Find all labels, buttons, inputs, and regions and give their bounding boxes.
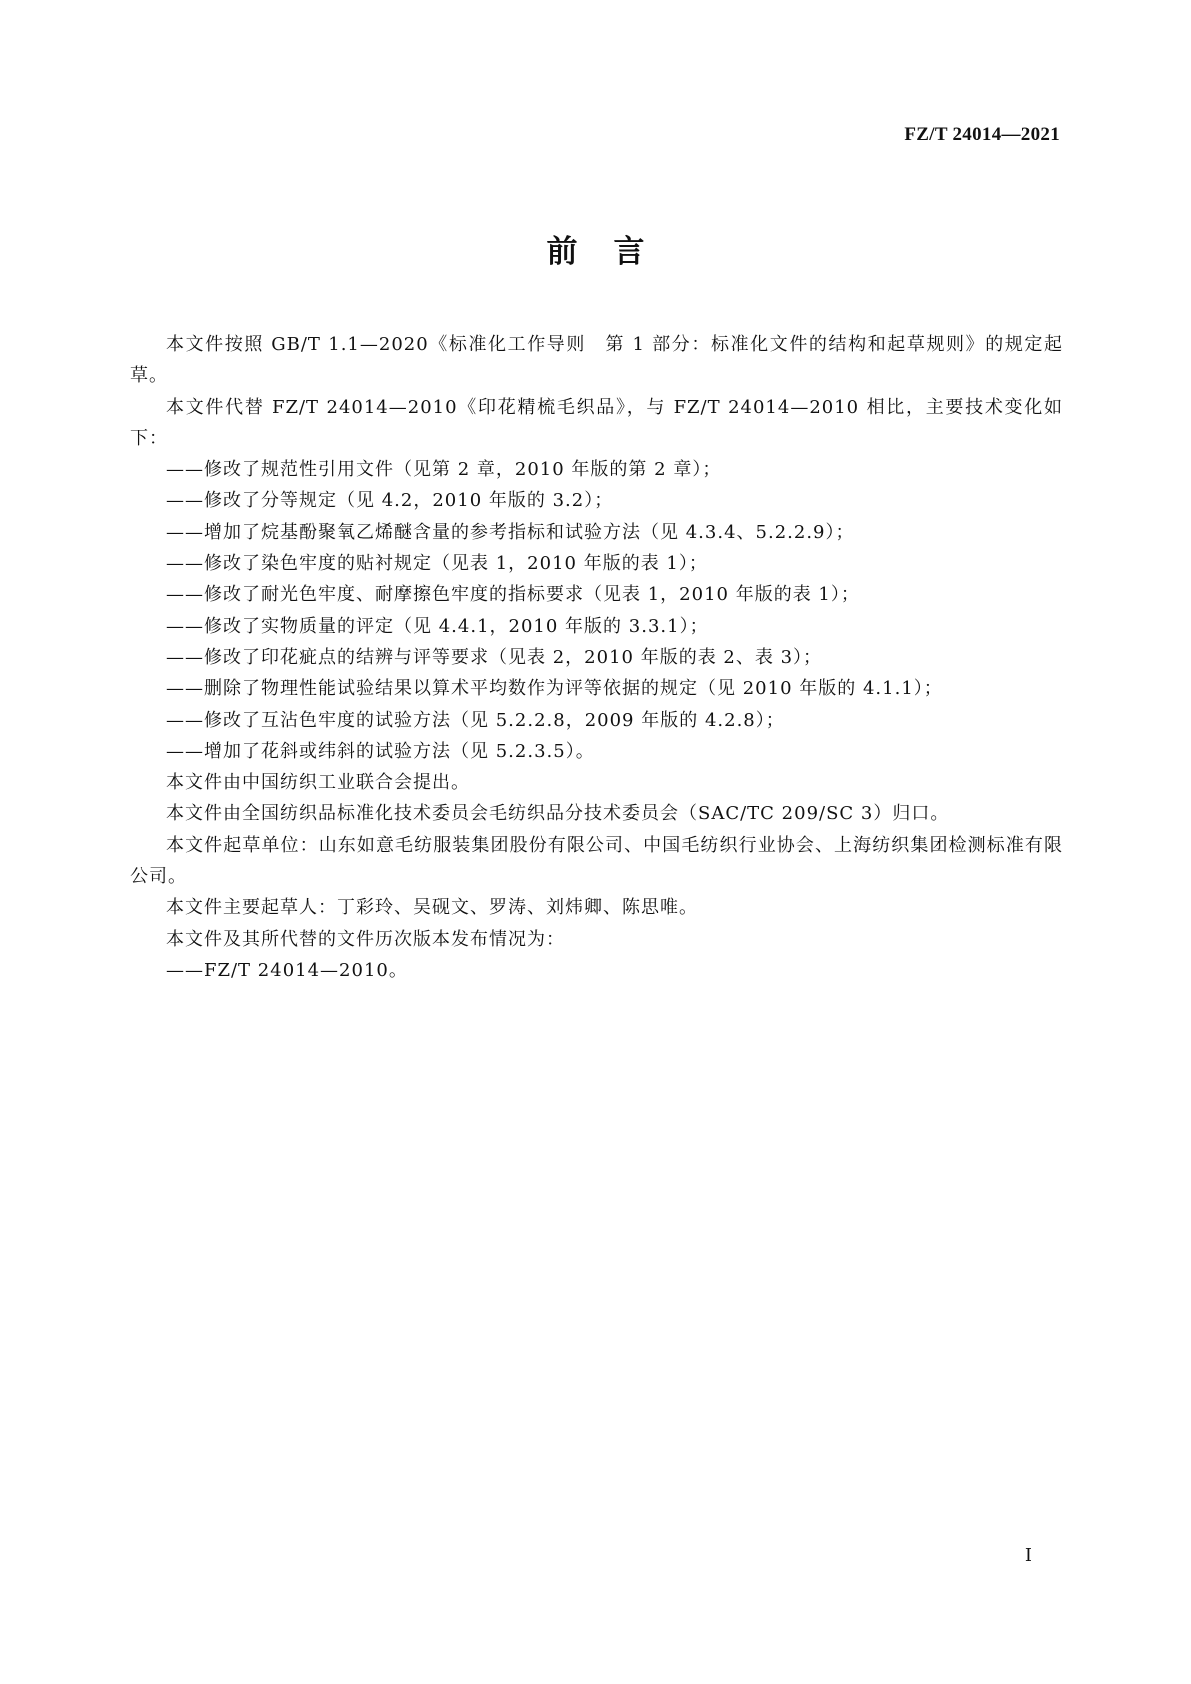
change-item: ——修改了实物质量的评定（见 4.4.1，2010 年版的 3.3.1）；: [166, 615, 709, 637]
change-item: ——修改了规范性引用文件（见第 2 章，2010 年版的第 2 章）；: [166, 459, 722, 481]
page-title: 前言: [546, 234, 681, 270]
foreword-body: [130, 329, 1063, 986]
paragraph-drafting-units: 本文件起草单位：山东如意毛纺服装集团股份有限公司、中国毛纺织行业协会、上海纺织集团检测标准有限公司。: [130, 834, 1063, 888]
paragraph-history-intro: 本文件及其所代替的文件历次版本发布情况为：: [166, 928, 565, 950]
paragraph-replacement: 本文件代替 FZ/T 24014—2010《印花精梳毛织品》，与 FZ/T 24014—2010 相比，主要技术变化如下：: [130, 396, 1063, 449]
paragraph-drafting-rules: 本文件按照 GB/T 1.1—2020《标准化工作导则 第 1 部分：标准化文件的结构和起草规则》的规定起草。: [130, 334, 1063, 387]
change-item: ——增加了烷基酚聚氧乙烯醚含量的参考指标和试验方法（见 4.3.4、5.2.2.9）；: [166, 521, 855, 543]
paragraph-proposer: 本文件由中国纺织工业联合会提出。: [166, 772, 470, 794]
change-item: ——修改了耐光色牢度、耐摩擦色牢度的指标要求（见表 1，2010 年版的表 1）；: [166, 584, 860, 606]
change-item: ——修改了分等规定（见 4.2，2010 年版的 3.2）；: [166, 490, 614, 512]
paragraph-committee: 本文件由全国纺织品标准化技术委员会毛纺织品分技术委员会（SAC/TC 209/SC 3）归口。: [166, 803, 950, 825]
change-item: ——删除了物理性能试验结果以算术平均数作为评等依据的规定（见 2010 年版的 4.1.1）；: [166, 678, 943, 700]
change-item: ——增加了花斜或纬斜的试验方法（见 5.2.3.5）。: [166, 740, 595, 762]
standard-number: FZ/T 24014—2021: [904, 124, 1060, 145]
page-number: I: [1024, 1545, 1032, 1566]
change-item: ——修改了印花疵点的结辨与评等要求（见表 2，2010 年版的表 2、表 3）；: [166, 646, 823, 668]
history-item: ——FZ/T 24014—2010。: [166, 959, 408, 981]
paragraph-drafters: 本文件主要起草人：丁彩玲、吴砚文、罗涛、刘炜卿、陈思唯。: [166, 897, 698, 919]
change-item: ——修改了染色牢度的贴衬规定（见表 1，2010 年版的表 1）；: [166, 553, 708, 575]
change-item: ——修改了互沾色牢度的试验方法（见 5.2.2.8，2009 年版的 4.2.8）；: [166, 709, 785, 731]
